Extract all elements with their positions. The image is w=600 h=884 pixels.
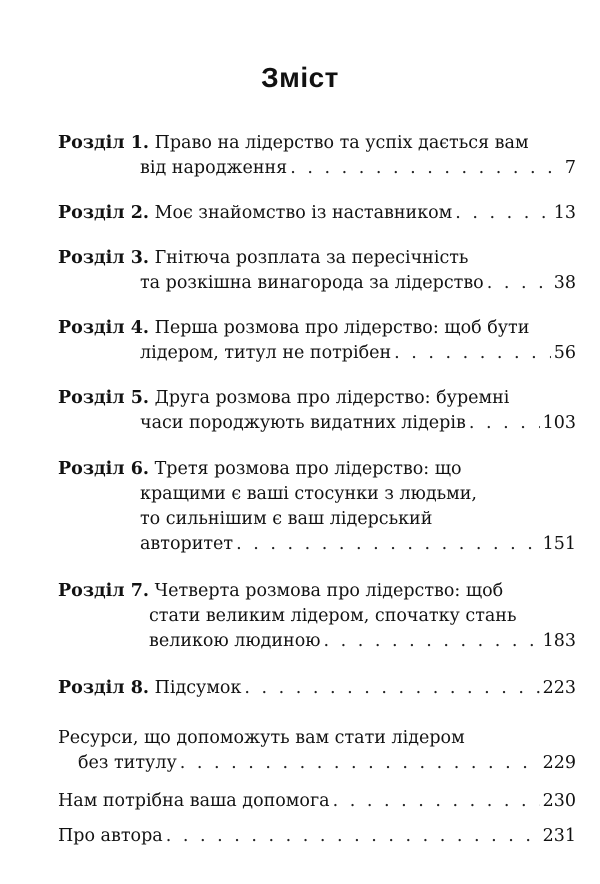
toc-entry-resources[interactable] — [58, 726, 576, 776]
entry-title-line: Нам потрібна ваша допомога — [58, 791, 330, 811]
entry-title-line: Про автора — [58, 826, 163, 846]
page-number: 229 — [542, 753, 576, 773]
page-number: 230 — [542, 791, 576, 811]
page-number: 231 — [542, 826, 576, 846]
toc-entry-chapter-5[interactable] — [58, 386, 576, 436]
toc-entry-help[interactable] — [58, 789, 576, 814]
chapter-title-line: то сильнішим є ваш лідерський — [140, 509, 433, 529]
page-number: 151 — [542, 534, 576, 554]
chapter-label: Розділ 2. — [58, 203, 150, 223]
toc-entry-chapter-3[interactable] — [58, 246, 576, 296]
dot-leader — [487, 271, 551, 296]
chapter-title-line: та розкішна винагорода за лідерство — [140, 273, 484, 293]
dot-leader — [244, 676, 539, 701]
chapter-title-line: Третя розмова про лідерство: що — [154, 459, 462, 479]
chapter-label: Розділ 8. — [58, 678, 150, 698]
chapter-title-line: Підсумок — [154, 678, 242, 698]
chapter-label: Розділ 1. — [58, 133, 150, 153]
toc-entry-about-author[interactable] — [58, 824, 576, 849]
page-number: 38 — [553, 273, 576, 293]
dot-leader — [324, 629, 540, 654]
chapter-label: Розділ 3. — [58, 248, 150, 268]
chapter-label: Розділ 4. — [58, 318, 150, 338]
entry-title-line: Ресурси, що допоможуть вам стати лідером — [58, 728, 465, 748]
chapter-title-line: часи породжують видатних лідерів — [140, 413, 466, 433]
chapter-title-line: лідером, титул не потрібен — [140, 343, 392, 363]
page-number: 56 — [553, 343, 576, 363]
chapter-title-line: від народження — [140, 158, 288, 178]
chapter-title-line: Друга розмова про лідерство: буремні — [154, 388, 510, 408]
dot-leader — [166, 824, 540, 849]
page-number: 183 — [542, 631, 576, 651]
chapter-title-line: кращими є ваші стосунки з людьми, — [140, 484, 477, 504]
dot-leader — [469, 411, 540, 436]
dot-leader — [455, 201, 550, 226]
toc-entry-chapter-6[interactable] — [58, 457, 576, 557]
dot-leader — [333, 789, 540, 814]
toc-entry-chapter-1[interactable] — [58, 131, 576, 181]
chapter-title-line: Моє знайомство із наставником — [154, 203, 453, 223]
dot-leader — [394, 341, 551, 366]
entry-title-line: без титулу — [78, 753, 177, 773]
toc-entry-chapter-4[interactable] — [58, 316, 576, 366]
chapter-title-line: авторитет — [140, 534, 234, 554]
dot-leader — [236, 532, 540, 557]
page-number: 223 — [542, 678, 576, 698]
page-title: Зміст — [261, 62, 339, 93]
page-number: 7 — [564, 158, 576, 178]
toc-entry-chapter-2[interactable] — [58, 201, 576, 226]
toc-entry-chapter-7[interactable] — [58, 579, 576, 654]
chapter-title-line: Гнітюча розплата за пересічність — [154, 248, 469, 268]
toc-entry-chapter-8[interactable] — [58, 676, 576, 701]
dot-leader — [180, 751, 540, 776]
chapter-label: Розділ 6. — [58, 459, 150, 479]
chapter-title-line: Перша розмова про лідерство: щоб бути — [154, 318, 530, 338]
page-number: 13 — [553, 203, 576, 223]
chapter-title-line: Право на лідерство та успіх дається вам — [154, 133, 529, 153]
page-number: 103 — [542, 413, 576, 433]
chapter-title-line: стати великим лідером, спочатку стань — [149, 606, 517, 626]
chapter-label: Розділ 7. — [58, 581, 150, 601]
chapter-title-line: Четверта розмова про лідерство: щоб — [154, 581, 504, 601]
chapter-title-line: великою людиною — [149, 631, 321, 651]
dot-leader — [290, 156, 562, 181]
chapter-label: Розділ 5. — [58, 388, 150, 408]
